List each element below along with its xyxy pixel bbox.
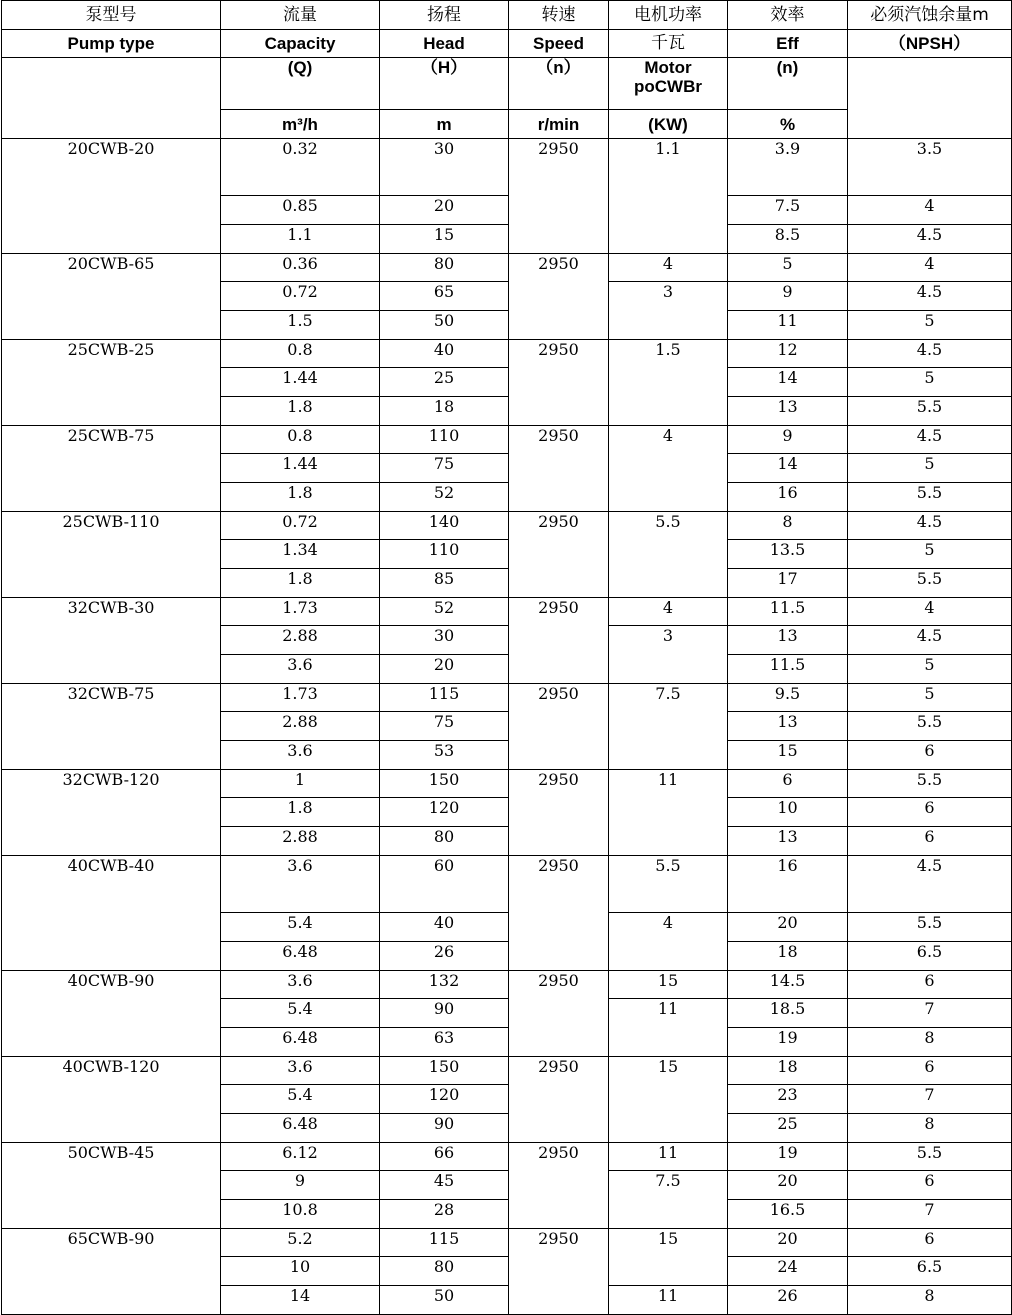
npsh-cell: 5.5 — [848, 397, 1012, 426]
npsh-cell: 7 — [848, 1200, 1012, 1229]
header-motor-kilowatt-zh: 千瓦 — [609, 30, 728, 58]
head-cell: 15 — [380, 225, 509, 254]
motor-power-cell: 4 — [609, 254, 728, 282]
efficiency-cell: 15 — [728, 741, 848, 770]
capacity-cell: 3.6 — [221, 655, 380, 684]
speed-cell: 2950 — [509, 512, 609, 598]
header-efficiency-en: Eff — [728, 30, 848, 58]
head-cell: 110 — [380, 426, 509, 454]
capacity-cell: 6.48 — [221, 942, 380, 971]
capacity-cell: 0.85 — [221, 196, 380, 225]
head-cell: 20 — [380, 655, 509, 684]
capacity-cell: 2.88 — [221, 626, 380, 655]
efficiency-cell: 5 — [728, 254, 848, 282]
capacity-cell: 1.1 — [221, 225, 380, 254]
table-row — [2, 856, 1012, 913]
npsh-cell: 5 — [848, 684, 1012, 712]
capacity-cell: 3.6 — [221, 856, 380, 913]
head-cell: 80 — [380, 254, 509, 282]
head-cell: 50 — [380, 311, 509, 340]
npsh-cell: 4.5 — [848, 626, 1012, 655]
efficiency-cell: 11.5 — [728, 655, 848, 684]
header-efficiency-symbol: (n) — [728, 58, 848, 110]
capacity-cell: 1.8 — [221, 397, 380, 426]
capacity-cell: 6.48 — [221, 1114, 380, 1143]
capacity-cell: 1.73 — [221, 598, 380, 626]
motor-power-cell: 7.5 — [609, 1171, 728, 1229]
pump-model-cell: 25CWB-75 — [2, 426, 221, 512]
capacity-cell: 10 — [221, 1257, 380, 1286]
table-row — [2, 1229, 1012, 1257]
efficiency-cell: 13 — [728, 626, 848, 655]
head-cell: 66 — [380, 1143, 509, 1171]
npsh-cell: 5 — [848, 454, 1012, 483]
npsh-cell: 4.5 — [848, 426, 1012, 454]
efficiency-cell: 13 — [728, 827, 848, 856]
header-head-unit: m — [380, 110, 509, 139]
npsh-cell: 3.5 — [848, 139, 1012, 196]
speed-cell: 2950 — [509, 340, 609, 426]
header-capacity-unit: m³/h — [221, 110, 380, 139]
motor-power-cell: 11 — [609, 1286, 728, 1315]
npsh-cell: 6 — [848, 741, 1012, 770]
efficiency-cell: 18.5 — [728, 999, 848, 1028]
speed-cell: 2950 — [509, 770, 609, 856]
table-row — [2, 971, 1012, 999]
header-capacity-symbol: (Q) — [221, 58, 380, 110]
npsh-cell: 6.5 — [848, 1257, 1012, 1286]
header-motor-power-zh: 电机功率 — [609, 1, 728, 30]
npsh-cell: 6 — [848, 827, 1012, 856]
efficiency-cell: 13.5 — [728, 540, 848, 569]
header-npsh-blank — [848, 58, 1012, 139]
speed-cell: 2950 — [509, 139, 609, 254]
efficiency-cell: 6 — [728, 770, 848, 798]
header-npsh-en: （NPSH） — [848, 30, 1012, 58]
header-pump-type-blank — [2, 58, 221, 139]
speed-cell: 2950 — [509, 1143, 609, 1229]
motor-power-cell: 5.5 — [609, 856, 728, 913]
efficiency-cell: 19 — [728, 1028, 848, 1057]
efficiency-cell: 24 — [728, 1257, 848, 1286]
speed-cell: 2950 — [509, 426, 609, 512]
head-cell: 120 — [380, 798, 509, 827]
capacity-cell: 9 — [221, 1171, 380, 1200]
capacity-cell: 5.4 — [221, 913, 380, 942]
speed-cell: 2950 — [509, 1229, 609, 1315]
table-row — [2, 1143, 1012, 1171]
capacity-cell: 3.6 — [221, 1057, 380, 1085]
efficiency-cell: 9 — [728, 426, 848, 454]
motor-power-cell: 11 — [609, 770, 728, 856]
capacity-cell: 14 — [221, 1286, 380, 1315]
header-motor-power-en: Motor poCWBr — [609, 58, 728, 110]
npsh-cell: 5.5 — [848, 483, 1012, 512]
header-capacity-en: Capacity — [221, 30, 380, 58]
pump-model-cell: 65CWB-90 — [2, 1229, 221, 1315]
capacity-cell: 2.88 — [221, 712, 380, 741]
npsh-cell: 5 — [848, 540, 1012, 569]
capacity-cell: 0.32 — [221, 139, 380, 196]
header-head-en: Head — [380, 30, 509, 58]
motor-power-cell: 1.1 — [609, 139, 728, 254]
head-cell: 45 — [380, 1171, 509, 1200]
efficiency-cell: 14.5 — [728, 971, 848, 999]
speed-cell: 2950 — [509, 598, 609, 684]
efficiency-cell: 17 — [728, 569, 848, 598]
head-cell: 26 — [380, 942, 509, 971]
npsh-cell: 4 — [848, 254, 1012, 282]
efficiency-cell: 14 — [728, 368, 848, 397]
header-efficiency-zh: 效率 — [728, 1, 848, 30]
efficiency-cell: 19 — [728, 1143, 848, 1171]
npsh-cell: 5.5 — [848, 569, 1012, 598]
speed-cell: 2950 — [509, 684, 609, 770]
header-motor-power-unit: (KW) — [609, 110, 728, 139]
head-cell: 80 — [380, 1257, 509, 1286]
efficiency-cell: 7.5 — [728, 196, 848, 225]
motor-power-cell: 11 — [609, 1143, 728, 1171]
efficiency-cell: 12 — [728, 340, 848, 368]
head-cell: 50 — [380, 1286, 509, 1315]
head-cell: 115 — [380, 1229, 509, 1257]
capacity-cell: 1.44 — [221, 454, 380, 483]
table-row — [2, 684, 1012, 712]
capacity-cell: 5.2 — [221, 1229, 380, 1257]
capacity-cell: 2.88 — [221, 827, 380, 856]
capacity-cell: 1.8 — [221, 798, 380, 827]
npsh-cell: 6 — [848, 971, 1012, 999]
motor-power-cell: 1.5 — [609, 340, 728, 426]
capacity-cell: 6.48 — [221, 1028, 380, 1057]
efficiency-cell: 26 — [728, 1286, 848, 1315]
head-cell: 30 — [380, 139, 509, 196]
motor-power-cell: 15 — [609, 971, 728, 999]
table-row — [2, 139, 1012, 196]
header-capacity-zh: 流量 — [221, 1, 380, 30]
npsh-cell: 5.5 — [848, 1143, 1012, 1171]
pump-model-cell: 20CWB-65 — [2, 254, 221, 340]
capacity-cell: 0.8 — [221, 426, 380, 454]
header-head-symbol: （H） — [380, 58, 509, 110]
motor-power-cell: 4 — [609, 913, 728, 971]
efficiency-cell: 3.9 — [728, 139, 848, 196]
table-row — [2, 598, 1012, 626]
header-speed-unit: r/min — [509, 110, 609, 139]
npsh-cell: 6.5 — [848, 942, 1012, 971]
efficiency-cell: 11 — [728, 311, 848, 340]
npsh-cell: 5 — [848, 311, 1012, 340]
head-cell: 110 — [380, 540, 509, 569]
head-cell: 20 — [380, 196, 509, 225]
speed-cell: 2950 — [509, 1057, 609, 1143]
header-npsh-zh: 必须汽蚀余量m — [848, 1, 1012, 30]
pump-model-cell: 32CWB-120 — [2, 770, 221, 856]
head-cell: 150 — [380, 770, 509, 798]
npsh-cell: 6 — [848, 798, 1012, 827]
capacity-cell: 10.8 — [221, 1200, 380, 1229]
header-row-zh — [2, 1, 1012, 30]
motor-power-cell: 15 — [609, 1229, 728, 1286]
npsh-cell: 7 — [848, 999, 1012, 1028]
head-cell: 52 — [380, 483, 509, 512]
efficiency-cell: 20 — [728, 1229, 848, 1257]
efficiency-cell: 10 — [728, 798, 848, 827]
head-cell: 75 — [380, 712, 509, 741]
capacity-cell: 0.72 — [221, 512, 380, 540]
head-cell: 63 — [380, 1028, 509, 1057]
capacity-cell: 1.73 — [221, 684, 380, 712]
motor-power-cell: 5.5 — [609, 512, 728, 598]
head-cell: 28 — [380, 1200, 509, 1229]
npsh-cell: 4.5 — [848, 856, 1012, 913]
pump-model-cell: 25CWB-25 — [2, 340, 221, 426]
head-cell: 25 — [380, 368, 509, 397]
npsh-cell: 4.5 — [848, 225, 1012, 254]
efficiency-cell: 16.5 — [728, 1200, 848, 1229]
speed-cell: 2950 — [509, 971, 609, 1057]
capacity-cell: 5.4 — [221, 1085, 380, 1114]
efficiency-cell: 18 — [728, 942, 848, 971]
pump-spec-table — [1, 0, 1012, 1315]
npsh-cell: 4.5 — [848, 512, 1012, 540]
head-cell: 30 — [380, 626, 509, 655]
head-cell: 18 — [380, 397, 509, 426]
npsh-cell: 5.5 — [848, 770, 1012, 798]
npsh-cell: 8 — [848, 1286, 1012, 1315]
pump-model-cell: 32CWB-75 — [2, 684, 221, 770]
npsh-cell: 6 — [848, 1057, 1012, 1085]
head-cell: 120 — [380, 1085, 509, 1114]
motor-power-cell: 11 — [609, 999, 728, 1057]
capacity-cell: 0.36 — [221, 254, 380, 282]
npsh-cell: 4 — [848, 196, 1012, 225]
npsh-cell: 4.5 — [848, 340, 1012, 368]
header-row-symbol — [2, 58, 1012, 110]
npsh-cell: 8 — [848, 1028, 1012, 1057]
capacity-cell: 5.4 — [221, 999, 380, 1028]
header-pump-type-en: Pump type — [2, 30, 221, 58]
head-cell: 52 — [380, 598, 509, 626]
speed-cell: 2950 — [509, 254, 609, 340]
head-cell: 40 — [380, 913, 509, 942]
efficiency-cell: 13 — [728, 712, 848, 741]
head-cell: 85 — [380, 569, 509, 598]
motor-power-cell: 4 — [609, 598, 728, 626]
speed-cell: 2950 — [509, 856, 609, 971]
npsh-cell: 4 — [848, 598, 1012, 626]
efficiency-cell: 16 — [728, 483, 848, 512]
head-cell: 90 — [380, 999, 509, 1028]
npsh-cell: 8 — [848, 1114, 1012, 1143]
table-row — [2, 512, 1012, 540]
efficiency-cell: 16 — [728, 856, 848, 913]
efficiency-cell: 20 — [728, 1171, 848, 1200]
capacity-cell: 3.6 — [221, 741, 380, 770]
head-cell: 132 — [380, 971, 509, 999]
capacity-cell: 6.12 — [221, 1143, 380, 1171]
header-row-en — [2, 30, 1012, 58]
motor-power-cell: 15 — [609, 1057, 728, 1143]
npsh-cell: 4.5 — [848, 282, 1012, 311]
npsh-cell: 6 — [848, 1229, 1012, 1257]
table-row — [2, 770, 1012, 798]
head-cell: 150 — [380, 1057, 509, 1085]
efficiency-cell: 13 — [728, 397, 848, 426]
capacity-cell: 1.34 — [221, 540, 380, 569]
head-cell: 75 — [380, 454, 509, 483]
head-cell: 140 — [380, 512, 509, 540]
motor-power-cell: 3 — [609, 282, 728, 340]
header-pump-type-zh: 泵型号 — [2, 1, 221, 30]
pump-model-cell: 32CWB-30 — [2, 598, 221, 684]
head-cell: 90 — [380, 1114, 509, 1143]
head-cell: 60 — [380, 856, 509, 913]
efficiency-cell: 25 — [728, 1114, 848, 1143]
efficiency-cell: 11.5 — [728, 598, 848, 626]
pump-model-cell: 20CWB-20 — [2, 139, 221, 254]
pump-model-cell: 25CWB-110 — [2, 512, 221, 598]
npsh-cell: 5.5 — [848, 712, 1012, 741]
pump-model-cell: 50CWB-45 — [2, 1143, 221, 1229]
header-speed-symbol: （n） — [509, 58, 609, 110]
pump-model-cell: 40CWB-40 — [2, 856, 221, 971]
efficiency-cell: 9.5 — [728, 684, 848, 712]
head-cell: 40 — [380, 340, 509, 368]
table-row — [2, 1057, 1012, 1085]
efficiency-cell: 8.5 — [728, 225, 848, 254]
table-row — [2, 426, 1012, 454]
pump-model-cell: 40CWB-120 — [2, 1057, 221, 1143]
pump-model-cell: 40CWB-90 — [2, 971, 221, 1057]
npsh-cell: 7 — [848, 1085, 1012, 1114]
efficiency-cell: 8 — [728, 512, 848, 540]
table-row — [2, 340, 1012, 368]
npsh-cell: 6 — [848, 1171, 1012, 1200]
capacity-cell: 3.6 — [221, 971, 380, 999]
efficiency-cell: 20 — [728, 913, 848, 942]
efficiency-cell: 23 — [728, 1085, 848, 1114]
capacity-cell: 0.8 — [221, 340, 380, 368]
capacity-cell: 1.8 — [221, 569, 380, 598]
motor-power-cell: 3 — [609, 626, 728, 684]
head-cell: 65 — [380, 282, 509, 311]
header-speed-zh: 转速 — [509, 1, 609, 30]
header-head-zh: 扬程 — [380, 1, 509, 30]
capacity-cell: 1.8 — [221, 483, 380, 512]
header-efficiency-unit: % — [728, 110, 848, 139]
motor-power-cell: 4 — [609, 426, 728, 512]
npsh-cell: 5 — [848, 368, 1012, 397]
motor-power-cell: 7.5 — [609, 684, 728, 770]
capacity-cell: 0.72 — [221, 282, 380, 311]
efficiency-cell: 14 — [728, 454, 848, 483]
capacity-cell: 1.5 — [221, 311, 380, 340]
efficiency-cell: 9 — [728, 282, 848, 311]
table-row — [2, 254, 1012, 282]
capacity-cell: 1.44 — [221, 368, 380, 397]
npsh-cell: 5 — [848, 655, 1012, 684]
head-cell: 80 — [380, 827, 509, 856]
npsh-cell: 5.5 — [848, 913, 1012, 942]
capacity-cell: 1 — [221, 770, 380, 798]
head-cell: 53 — [380, 741, 509, 770]
head-cell: 115 — [380, 684, 509, 712]
efficiency-cell: 18 — [728, 1057, 848, 1085]
header-speed-en: Speed — [509, 30, 609, 58]
